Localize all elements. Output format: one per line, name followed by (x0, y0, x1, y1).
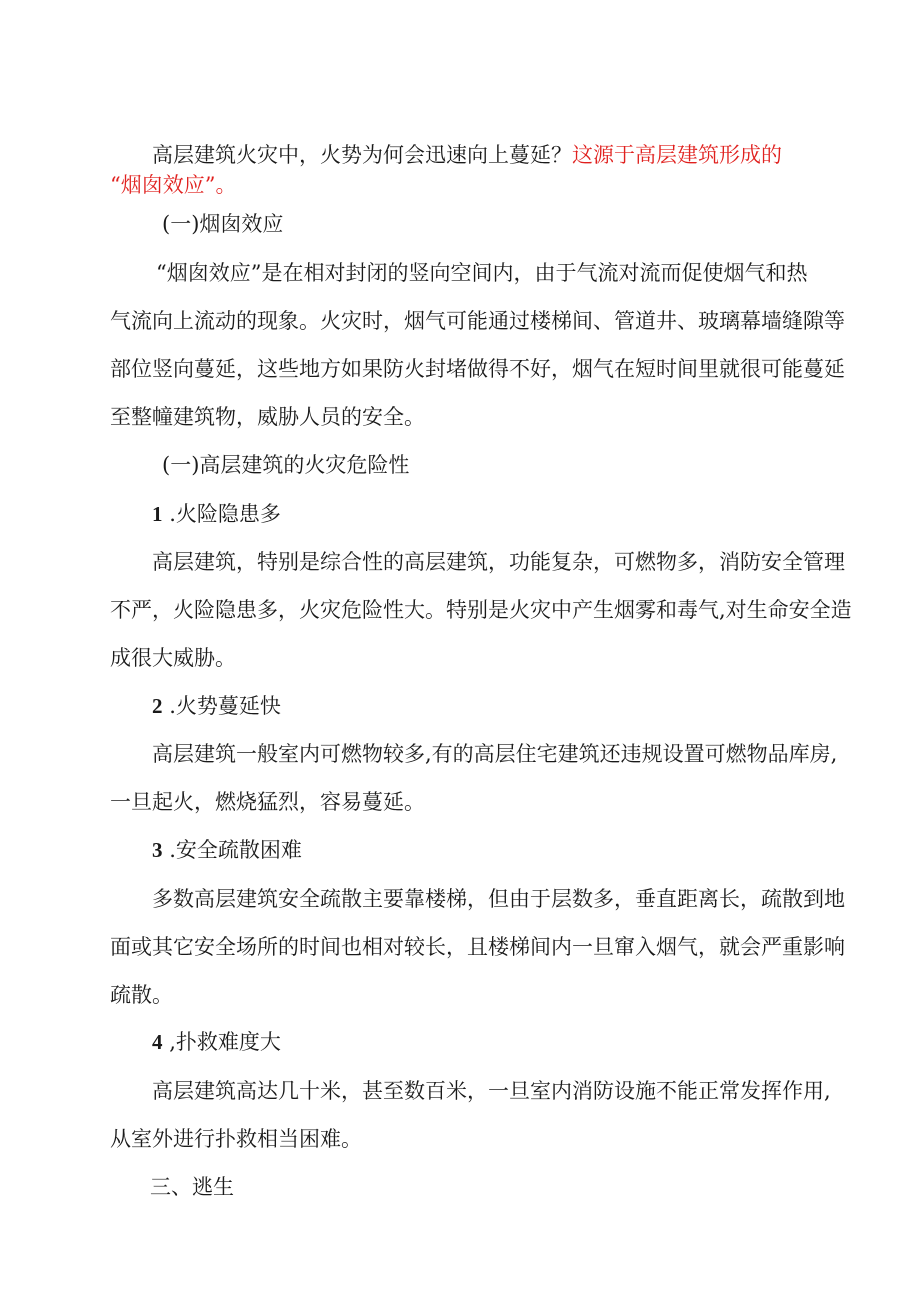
intro-answer-red-cont: “烟囱效应”。 (110, 173, 237, 197)
intro-paragraph (110, 131, 830, 209)
intro-answer-red: 这源于高层建筑形成的 (572, 143, 782, 167)
section-heading-1 (152, 490, 872, 538)
section-title: .火险隐患多 (169, 502, 281, 526)
paragraph-line: “烟囱效应”是在相对封闭的竖向空间内，由于气流对流而促使烟气和热 (156, 261, 808, 285)
paragraph-line: 气流向上流动的现象。火灾时，烟气可能通过楼梯间、管道井、玻璃幕墙缝隙等 (110, 309, 845, 333)
paragraph-line: 不严，火险隐患多，火灾危险性大。特别是火灾中产生烟雾和毒气,对生命安全造 (110, 598, 852, 622)
paragraph-line: 面或其它安全场所的时间也相对较长，且楼梯间内一旦窜入烟气，就会严重影响 (110, 935, 845, 959)
section-number: 4 (152, 1030, 163, 1054)
section-title: ,扑救难度大 (169, 1030, 281, 1054)
hazards-paragraph (110, 538, 852, 682)
section-title: .火势蔓延快 (169, 694, 281, 718)
chimney-effect-paragraph (110, 249, 845, 441)
intro-question: 高层建筑火灾中，火势为何会迅速向上蔓延？ (152, 143, 572, 167)
paragraph-line: 疏散。 (110, 983, 173, 1007)
section-title: .安全疏散困难 (169, 838, 302, 862)
paragraph-line: 高层建筑一般室内可燃物较多,有的高层住宅建筑还违规设置可燃物品库房, (152, 742, 838, 766)
paragraph-line: 高层建筑，特别是综合性的高层建筑，功能复杂，可燃物多，消防安全管理 (152, 550, 845, 574)
paragraph-line: 多数高层建筑安全疏散主要靠楼梯，但由于层数多，垂直距离长，疏散到地 (152, 887, 845, 911)
section-heading-4 (152, 1018, 872, 1066)
heading-escape: 三、逃生 (150, 1175, 234, 1199)
section-number: 3 (152, 838, 163, 862)
paragraph-line: 至整幢建筑物，威胁人员的安全。 (110, 405, 425, 429)
rescue-paragraph (110, 1067, 830, 1163)
paragraph-line: 一旦起火，燃烧猛烈，容易蔓延。 (110, 790, 425, 814)
paragraph-line: 成很大威胁。 (110, 646, 236, 670)
section-number: 1 (152, 502, 163, 526)
spread-paragraph (110, 730, 838, 826)
evacuation-paragraph (110, 875, 845, 1019)
paragraph-line: 从室外进行扑救相当困难。 (110, 1127, 362, 1151)
heading-chimney-effect: (一)烟囱效应 (162, 212, 284, 236)
paragraph-line: 高层建筑高达几十米，甚至数百米，一旦室内消防设施不能正常发挥作用, (152, 1079, 831, 1103)
section-heading-2 (152, 682, 872, 730)
paragraph-line: 部位竖向蔓延，这些地方如果防火封堵做得不好，烟气在短时间里就很可能蔓延 (110, 357, 845, 381)
section-number: 2 (152, 694, 163, 718)
heading-fire-danger: (一)高层建筑的火灾危险性 (162, 453, 410, 477)
section-heading-3 (152, 826, 872, 874)
